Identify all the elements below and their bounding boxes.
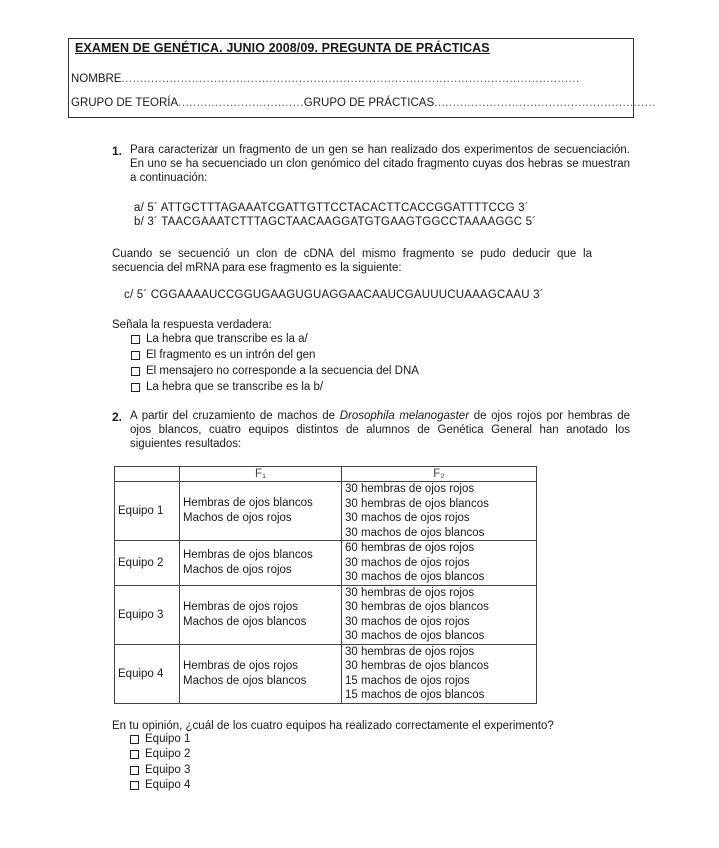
- q1-option-4[interactable]: [131, 381, 323, 393]
- f1-line: Machos de ojos blancos: [183, 674, 307, 687]
- question-1-intro: Para caracterizar un fragmento de un gen se han realizado dos experimentos de secuenciación. En uno se ha secuenciado un clon genómico del citado fragmento cuyas dos hebras se muestran a continuación:: [130, 144, 630, 184]
- q1-option-3[interactable]: [131, 365, 419, 377]
- f2-cell: [342, 482, 537, 541]
- results-table: [114, 466, 537, 704]
- f2-line: 30 machos de ojos rojos: [345, 615, 470, 628]
- q2-option-2[interactable]: [130, 748, 190, 760]
- checkbox[interactable]: [131, 383, 140, 392]
- f1-cell: [180, 585, 342, 644]
- f1-cell: [180, 541, 342, 586]
- checkbox[interactable]: [131, 351, 140, 360]
- checkbox[interactable]: [130, 750, 139, 759]
- name-field[interactable]: ............................................................................................................................: [121, 73, 580, 85]
- table-header-row: [115, 467, 537, 482]
- exam-header: [68, 38, 656, 118]
- f2-line: 30 machos de ojos blancos: [345, 526, 485, 539]
- f2-line: 60 hembras de ojos rojos: [345, 542, 475, 554]
- name-line: [71, 73, 580, 85]
- f2-line: 30 hembras de ojos rojos: [345, 645, 475, 658]
- question-2-prompt: En tu opinión, ¿cuál de los cuatro equipos ha realizado correctamente el experimento?: [112, 720, 554, 732]
- q1-option-1[interactable]: [131, 333, 308, 345]
- f2-line: 30 machos de ojos rojos: [345, 556, 470, 569]
- f1-line: Hembras de ojos rojos: [183, 659, 299, 672]
- header-f2: F₂: [342, 467, 537, 482]
- f1-line: Hembras de ojos blancos: [183, 497, 313, 509]
- intro-text: A partir del cruzamiento de machos de: [130, 410, 340, 422]
- f1-cell: [180, 644, 342, 703]
- f1-line: Machos de ojos blancos: [183, 615, 307, 628]
- f1-line: Hembras de ojos rojos: [183, 600, 299, 613]
- question-2-number: 2.: [112, 410, 123, 424]
- q1-option-2[interactable]: [131, 349, 315, 361]
- q2-option-3[interactable]: [130, 764, 190, 776]
- checkbox[interactable]: [130, 735, 139, 744]
- f2-line: 30 hembras de ojos rojos: [345, 586, 475, 599]
- question-1-number: 1.: [112, 144, 123, 158]
- checkbox[interactable]: [130, 781, 139, 790]
- header-empty: [115, 467, 180, 482]
- f2-line: 30 machos de ojos rojos: [345, 512, 470, 524]
- checkbox[interactable]: [130, 766, 139, 775]
- f1-line: Machos de ojos rojos: [183, 563, 292, 576]
- f2-cell: [342, 585, 537, 644]
- table-row: [115, 541, 537, 586]
- option-label: El mensajero no corresponde a la secuencia del DNA: [146, 365, 419, 377]
- f2-line: 30 hembras de ojos blancos: [345, 601, 489, 613]
- dna-strand-a: a/ 5´ ATTGCTTTAGAAATCGATTGTTCCTACACTTCACCGGATTTTCCG 3´: [134, 202, 529, 214]
- f2-line: 30 machos de ojos blancos: [345, 630, 485, 642]
- q2-option-1[interactable]: [130, 733, 190, 745]
- table-row: [115, 644, 537, 703]
- team-cell: Equipo 3: [115, 585, 180, 644]
- option-label: La hebra que se transcribe es la b/: [146, 381, 324, 393]
- f1-line: Hembras de ojos blancos: [183, 548, 313, 561]
- option-label: Equipo 3: [145, 764, 191, 776]
- f2-line: 30 hembras de ojos blancos: [345, 497, 489, 510]
- name-label: NOMBRE: [71, 73, 122, 85]
- f2-line: 15 machos de ojos rojos: [345, 674, 470, 687]
- table-row: [115, 482, 537, 541]
- question-1-prompt: Señala la respuesta verdadera:: [112, 319, 272, 331]
- f1-line: Machos de ojos rojos: [183, 512, 292, 524]
- f1-cell: [180, 482, 342, 541]
- f2-line: 30 hembras de ojos rojos: [345, 483, 475, 495]
- checkbox[interactable]: [131, 367, 140, 376]
- intro-text: de ojos rojos por hembras de ojos blancos, cuatro equipos distintos de alumnos de Genética General han anotado los siguientes resultados:: [130, 410, 630, 450]
- team-cell: Equipo 2: [115, 541, 180, 586]
- header-f1: F₁: [180, 467, 342, 482]
- question-2-intro: [130, 409, 630, 451]
- practice-group-field[interactable]: ............................................................: [434, 97, 656, 109]
- table-row: [115, 585, 537, 644]
- team-cell: Equipo 4: [115, 644, 180, 703]
- f2-cell: [342, 644, 537, 703]
- theory-group-field[interactable]: ..................................: [178, 97, 304, 109]
- option-label: La hebra que transcribe es la a/: [146, 333, 308, 345]
- option-label: Equipo 1: [145, 733, 191, 745]
- practice-group-label: GRUPO DE PRÁCTICAS: [303, 97, 435, 109]
- f2-line: 30 hembras de ojos blancos: [345, 660, 489, 672]
- team-cell: Equipo 1: [115, 482, 180, 541]
- f2-line: 15 machos de ojos blancos: [345, 689, 485, 701]
- mrna-sequence: c/ 5´ CGGAAAAUCCGGUGAAGUGUAGGAACAAUCGAUUUCUAAAGCAAU 3´: [124, 289, 544, 301]
- option-label: El fragmento es un intrón del gen: [146, 349, 316, 361]
- option-label: Equipo 2: [145, 748, 191, 760]
- cdna-text: Cuando se secuenció un clon de cDNA del mismo fragmento se pudo deducir que la secuencia del mRNA para ese fragmento es la siguiente:: [112, 248, 592, 274]
- groups-line: [71, 97, 656, 109]
- theory-group-label: GRUPO DE TEORÍA: [71, 97, 179, 109]
- exam-title: EXAMEN DE GENÉTICA. JUNIO 2008/09. PREGUNTA DE PRÁCTICAS: [75, 41, 490, 55]
- f2-cell: [342, 541, 537, 586]
- dna-strand-b: b/ 3´ TAACGAAATCTTTAGCTAACAAGGATGTGAAGTGGCCTAAAAGGC 5´: [134, 216, 537, 228]
- option-label: Equipo 4: [145, 779, 191, 791]
- q2-option-4[interactable]: [130, 779, 190, 791]
- f2-line: 30 machos de ojos blancos: [345, 571, 485, 583]
- checkbox[interactable]: [131, 335, 140, 344]
- species-name: Drosophila melanogaster: [339, 410, 470, 422]
